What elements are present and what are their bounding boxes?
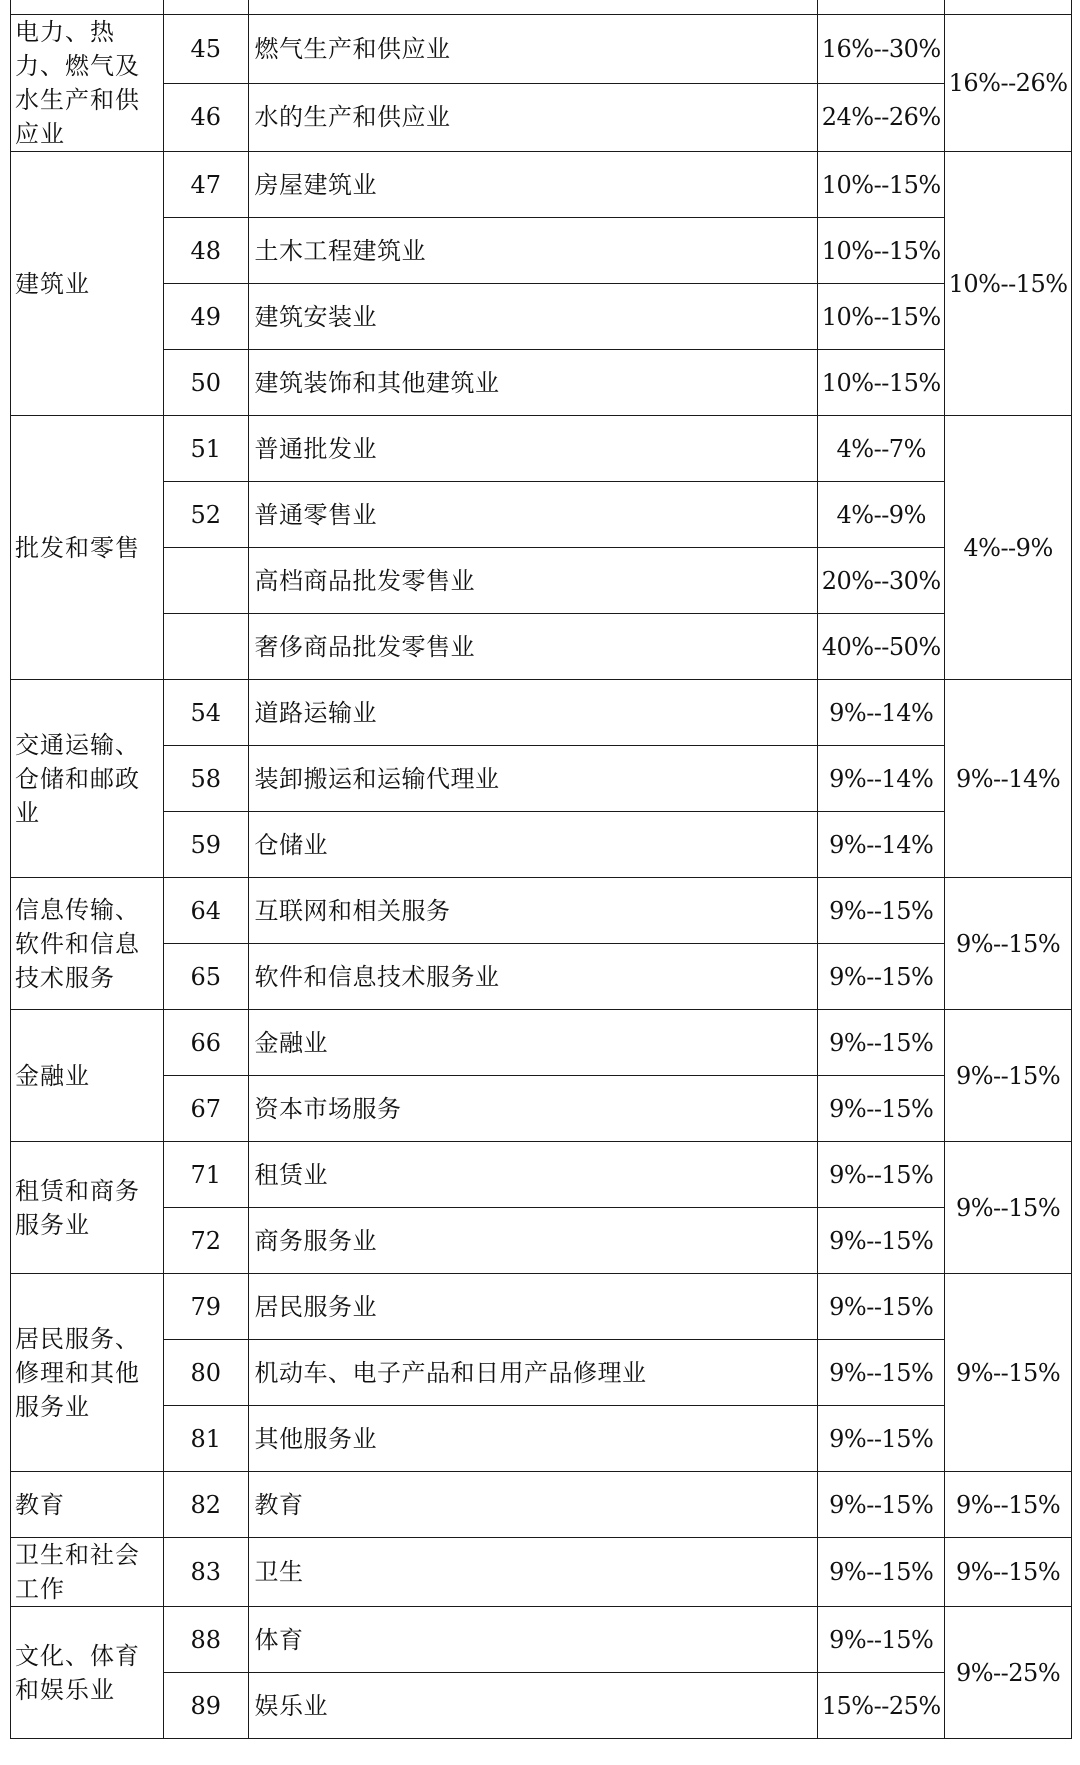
table-row xyxy=(11,1010,1072,1076)
industry-cell: 批发和零售 xyxy=(11,416,164,680)
code-cell: 89 xyxy=(164,1673,249,1739)
stub-cell xyxy=(248,0,818,15)
rate-cell: 9%--15% xyxy=(818,1406,945,1472)
sub-industry-cell: 土木工程建筑业 xyxy=(248,218,818,284)
rate-cell: 9%--15% xyxy=(818,944,945,1010)
stub-cell xyxy=(945,0,1072,15)
code-cell: 66 xyxy=(164,1010,249,1076)
sub-industry-cell: 娱乐业 xyxy=(248,1673,818,1739)
code-cell: 67 xyxy=(164,1076,249,1142)
table-row xyxy=(11,1274,1072,1340)
code-cell: 88 xyxy=(164,1607,249,1673)
previous-page-stub-row xyxy=(11,0,1072,15)
code-cell: 64 xyxy=(164,878,249,944)
industry-rate-table xyxy=(10,0,1072,1739)
group-rate-cell: 16%--26% xyxy=(945,15,1072,152)
table-row xyxy=(11,680,1072,746)
sub-industry-cell: 燃气生产和供应业 xyxy=(248,15,818,84)
table-row xyxy=(11,1673,1072,1739)
group-rate-cell: 4%--9% xyxy=(945,416,1072,680)
sub-industry-cell: 其他服务业 xyxy=(248,1406,818,1472)
rate-cell: 9%--15% xyxy=(818,1340,945,1406)
sub-industry-cell: 金融业 xyxy=(248,1010,818,1076)
rate-cell: 10%--15% xyxy=(818,152,945,218)
sub-industry-cell: 装卸搬运和运输代理业 xyxy=(248,746,818,812)
stub-cell xyxy=(11,0,164,15)
sub-industry-cell: 资本市场服务 xyxy=(248,1076,818,1142)
sub-industry-cell: 普通批发业 xyxy=(248,416,818,482)
stub-cell xyxy=(164,0,249,15)
group-rate-cell: 9%--15% xyxy=(945,878,1072,1010)
industry-cell: 电力、热力、燃气及水生产和供应业 xyxy=(11,15,164,152)
table-row xyxy=(11,350,1072,416)
industry-cell: 居民服务、修理和其他服务业 xyxy=(11,1274,164,1472)
sub-industry-cell: 普通零售业 xyxy=(248,482,818,548)
code-cell: 65 xyxy=(164,944,249,1010)
table-row xyxy=(11,548,1072,614)
table-row xyxy=(11,218,1072,284)
code-cell: 59 xyxy=(164,812,249,878)
sub-industry-cell: 卫生 xyxy=(248,1538,818,1607)
table-row xyxy=(11,1472,1072,1538)
rate-cell: 9%--15% xyxy=(818,1208,945,1274)
code-cell: 50 xyxy=(164,350,249,416)
sub-industry-cell: 居民服务业 xyxy=(248,1274,818,1340)
sub-industry-cell: 租赁业 xyxy=(248,1142,818,1208)
group-rate-cell: 9%--15% xyxy=(945,1142,1072,1274)
sub-industry-cell: 教育 xyxy=(248,1472,818,1538)
code-cell: 49 xyxy=(164,284,249,350)
sub-industry-cell: 商务服务业 xyxy=(248,1208,818,1274)
rate-cell: 9%--15% xyxy=(818,1274,945,1340)
rate-cell: 9%--14% xyxy=(818,746,945,812)
rate-cell: 15%--25% xyxy=(818,1673,945,1739)
industry-cell: 建筑业 xyxy=(11,152,164,416)
industry-cell: 卫生和社会工作 xyxy=(11,1538,164,1607)
code-cell: 79 xyxy=(164,1274,249,1340)
rate-cell: 20%--30% xyxy=(818,548,945,614)
sub-industry-cell: 高档商品批发零售业 xyxy=(248,548,818,614)
group-rate-cell: 9%--14% xyxy=(945,680,1072,878)
sub-industry-cell: 仓储业 xyxy=(248,812,818,878)
industry-cell: 教育 xyxy=(11,1472,164,1538)
code-cell: 45 xyxy=(164,15,249,84)
code-cell: 47 xyxy=(164,152,249,218)
table-row xyxy=(11,1208,1072,1274)
rate-cell: 9%--15% xyxy=(818,1076,945,1142)
rate-cell: 4%--7% xyxy=(818,416,945,482)
table-row xyxy=(11,1406,1072,1472)
group-rate-cell: 9%--15% xyxy=(945,1010,1072,1142)
group-rate-cell: 9%--15% xyxy=(945,1274,1072,1472)
group-rate-cell: 9%--15% xyxy=(945,1538,1072,1607)
table-row xyxy=(11,1142,1072,1208)
table-row xyxy=(11,1076,1072,1142)
sub-industry-cell: 奢侈商品批发零售业 xyxy=(248,614,818,680)
rate-cell: 9%--15% xyxy=(818,878,945,944)
rate-cell: 9%--15% xyxy=(818,1010,945,1076)
industry-cell: 交通运输、仓储和邮政业 xyxy=(11,680,164,878)
code-cell: 51 xyxy=(164,416,249,482)
stub-cell xyxy=(818,0,945,15)
rate-cell: 10%--15% xyxy=(818,218,945,284)
rate-cell: 9%--15% xyxy=(818,1142,945,1208)
rate-cell: 9%--15% xyxy=(818,1472,945,1538)
rate-cell: 9%--15% xyxy=(818,1538,945,1607)
table-row xyxy=(11,284,1072,350)
rate-cell: 40%--50% xyxy=(818,614,945,680)
code-cell: 52 xyxy=(164,482,249,548)
rate-cell: 16%--30% xyxy=(818,15,945,84)
code-cell xyxy=(164,614,249,680)
rate-cell: 10%--15% xyxy=(818,284,945,350)
rate-cell: 9%--14% xyxy=(818,812,945,878)
group-rate-cell: 9%--25% xyxy=(945,1607,1072,1739)
sub-industry-cell: 建筑安装业 xyxy=(248,284,818,350)
rate-cell: 9%--15% xyxy=(818,1607,945,1673)
code-cell: 46 xyxy=(164,83,249,152)
table-row xyxy=(11,152,1072,218)
table-row xyxy=(11,746,1072,812)
code-cell: 81 xyxy=(164,1406,249,1472)
sub-industry-cell: 水的生产和供应业 xyxy=(248,83,818,152)
table-row xyxy=(11,944,1072,1010)
code-cell xyxy=(164,548,249,614)
code-cell: 82 xyxy=(164,1472,249,1538)
sub-industry-cell: 房屋建筑业 xyxy=(248,152,818,218)
sub-industry-cell: 机动车、电子产品和日用产品修理业 xyxy=(248,1340,818,1406)
code-cell: 72 xyxy=(164,1208,249,1274)
rate-cell: 4%--9% xyxy=(818,482,945,548)
table-row xyxy=(11,1340,1072,1406)
sub-industry-cell: 建筑装饰和其他建筑业 xyxy=(248,350,818,416)
rate-cell: 24%--26% xyxy=(818,83,945,152)
table-row xyxy=(11,1607,1072,1673)
industry-cell: 金融业 xyxy=(11,1010,164,1142)
sub-industry-cell: 体育 xyxy=(248,1607,818,1673)
table-body xyxy=(11,0,1072,1739)
code-cell: 80 xyxy=(164,1340,249,1406)
table-row xyxy=(11,812,1072,878)
code-cell: 83 xyxy=(164,1538,249,1607)
code-cell: 48 xyxy=(164,218,249,284)
group-rate-cell: 9%--15% xyxy=(945,1472,1072,1538)
table-row xyxy=(11,614,1072,680)
code-cell: 54 xyxy=(164,680,249,746)
rate-cell: 10%--15% xyxy=(818,350,945,416)
group-rate-cell: 10%--15% xyxy=(945,152,1072,416)
industry-cell: 租赁和商务服务业 xyxy=(11,1142,164,1274)
industry-cell: 文化、体育和娱乐业 xyxy=(11,1607,164,1739)
sub-industry-cell: 软件和信息技术服务业 xyxy=(248,944,818,1010)
code-cell: 58 xyxy=(164,746,249,812)
table-row xyxy=(11,15,1072,84)
table-row xyxy=(11,416,1072,482)
sub-industry-cell: 互联网和相关服务 xyxy=(248,878,818,944)
industry-cell: 信息传输、软件和信息技术服务 xyxy=(11,878,164,1010)
table-row xyxy=(11,1538,1072,1607)
sub-industry-cell: 道路运输业 xyxy=(248,680,818,746)
table-row xyxy=(11,83,1072,152)
table-row xyxy=(11,878,1072,944)
table-row xyxy=(11,482,1072,548)
code-cell: 71 xyxy=(164,1142,249,1208)
rate-cell: 9%--14% xyxy=(818,680,945,746)
